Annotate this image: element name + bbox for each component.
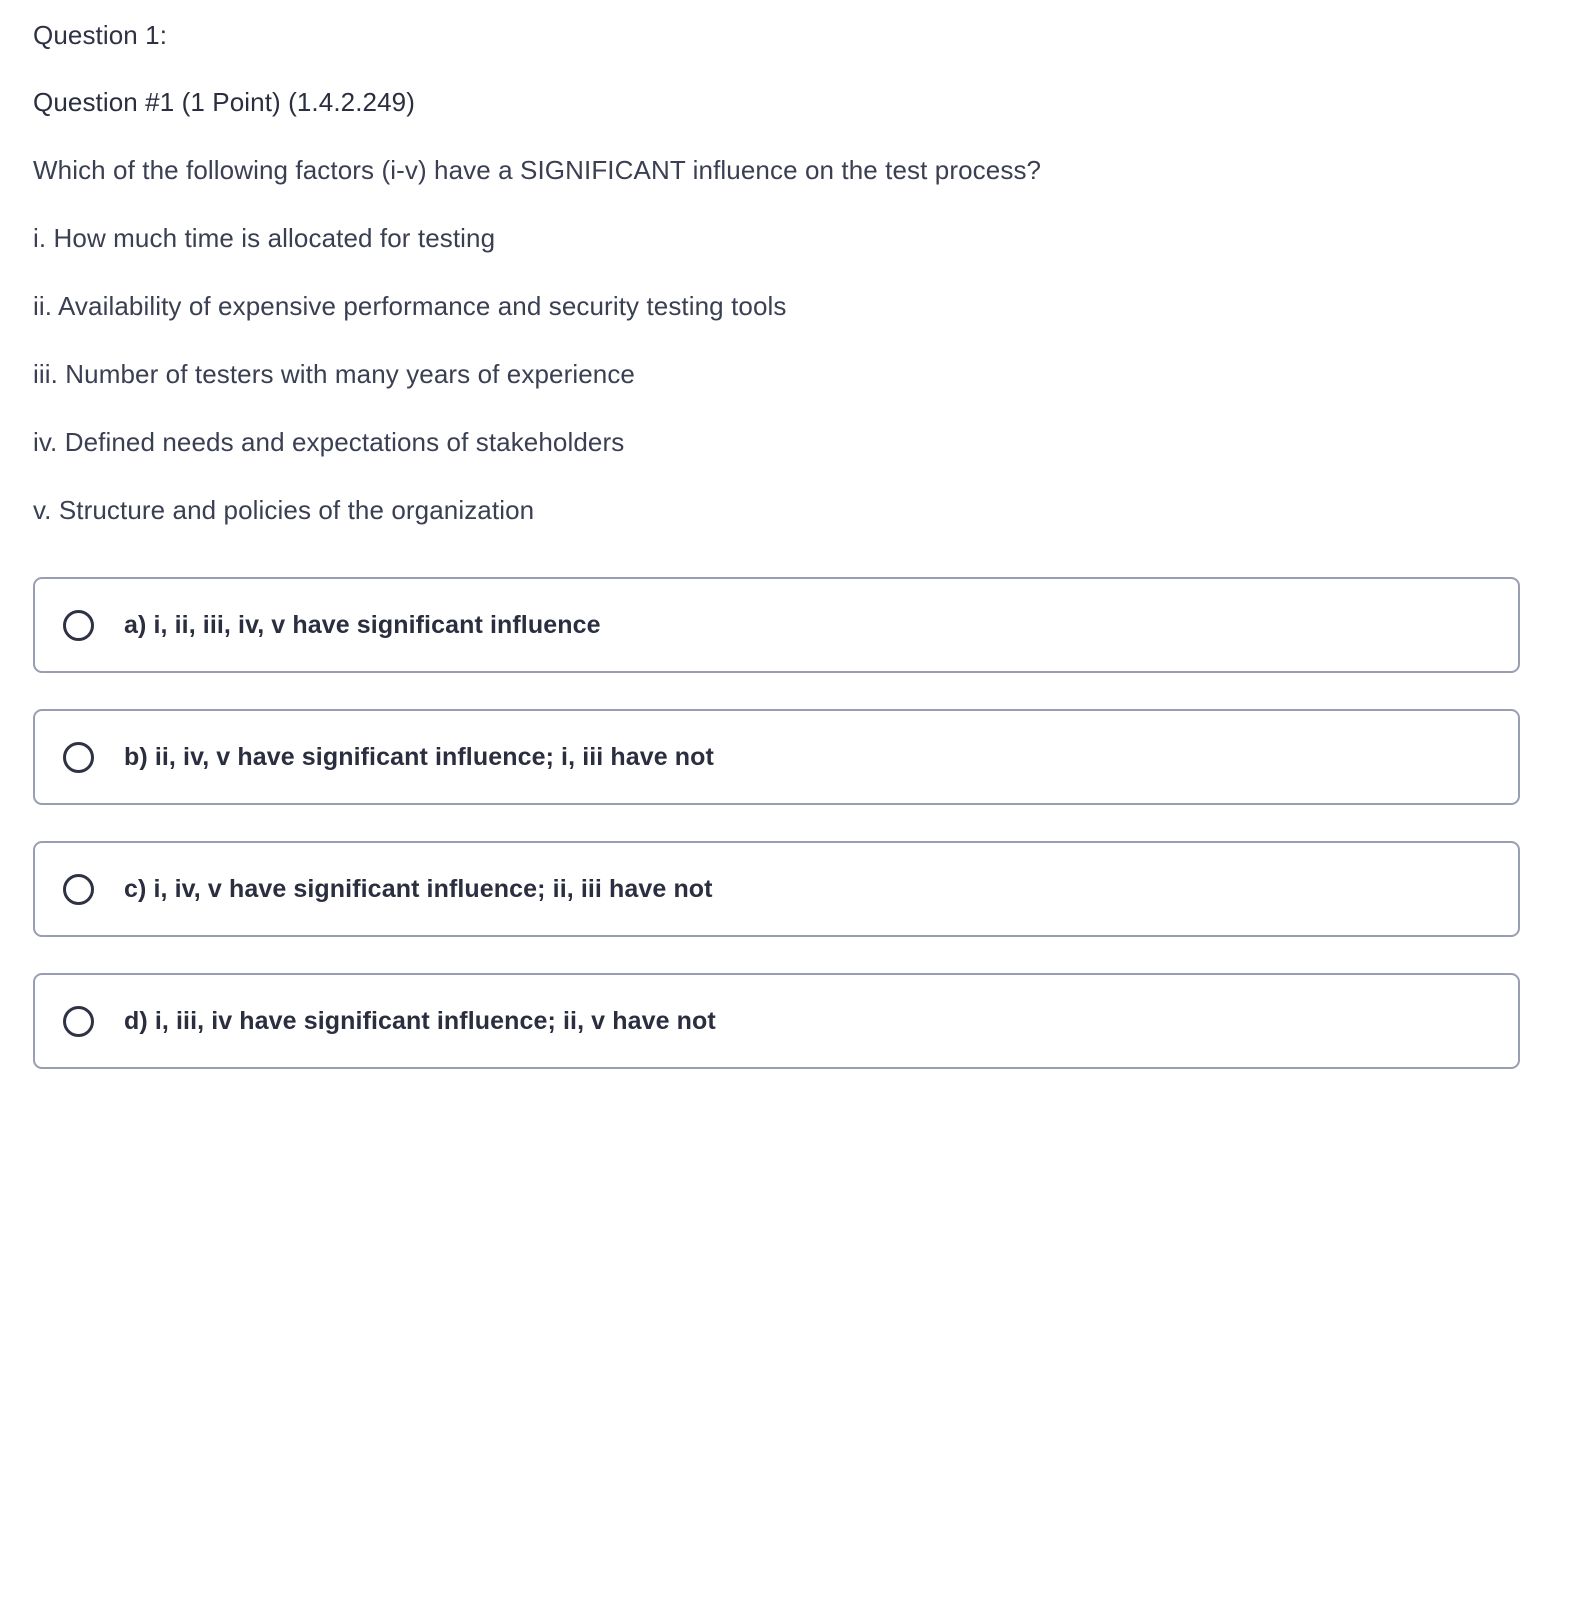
answer-option-c-label: c) i, iv, v have significant influence; ii, iii have not <box>124 875 713 903</box>
answer-options-group <box>33 577 1549 1069</box>
radio-button-icon-b[interactable] <box>63 742 94 773</box>
page-bottom-whitespace <box>33 1069 1549 1569</box>
answer-option-a-label: a) i, ii, iii, iv, v have significant influence <box>124 611 601 639</box>
answer-option-d[interactable] <box>33 973 1520 1069</box>
question-header: Question #1 (1 Point) (1.4.2.249) <box>33 87 415 117</box>
radio-button-icon-c[interactable] <box>63 874 94 905</box>
factor-item-iv: iv. Defined needs and expectations of stakeholders <box>33 427 625 457</box>
factor-item-iii: iii. Number of testers with many years of experience <box>33 359 635 389</box>
factor-item-i: i. How much time is allocated for testing <box>33 223 496 253</box>
answer-option-c[interactable] <box>33 841 1520 937</box>
radio-button-icon-a[interactable] <box>63 610 94 641</box>
question-stem: Which of the following factors (i-v) have a SIGNIFICANT influence on the test process? <box>33 155 1042 185</box>
factor-item-ii: ii. Availability of expensive performance and security testing tools <box>33 291 787 321</box>
answer-option-d-label: d) i, iii, iv have significant influence; ii, v have not <box>124 1007 716 1035</box>
radio-button-icon-d[interactable] <box>63 1006 94 1037</box>
answer-option-a[interactable] <box>33 577 1520 673</box>
answer-option-b-label: b) ii, iv, v have significant influence; i, iii have not <box>124 743 714 771</box>
question-index-label: Question 1: <box>33 20 168 50</box>
factor-item-v: v. Structure and policies of the organization <box>33 495 535 525</box>
answer-option-b[interactable] <box>33 709 1520 805</box>
